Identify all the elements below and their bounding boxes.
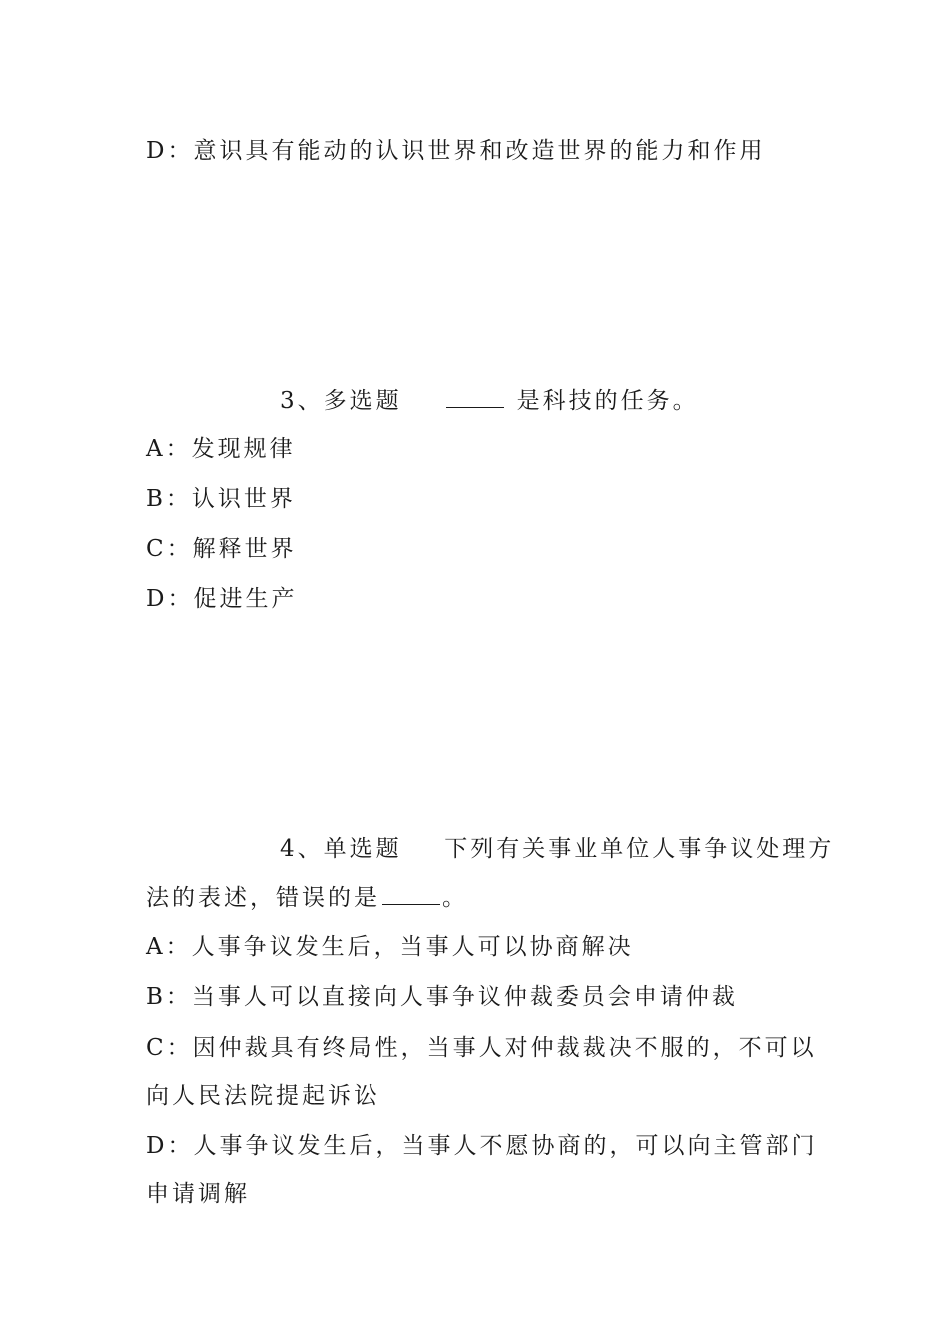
q4-option-a: A：人事争议发生后，当事人可以协商解决	[146, 934, 634, 960]
q3-option-c: C：解释世界	[146, 536, 297, 562]
q3-stem: 是科技的任务。	[516, 388, 699, 414]
q4-option-c-line2: 向人民法院提起诉讼	[146, 1083, 380, 1109]
q4-option-d-line2: 申请调解	[146, 1181, 250, 1207]
q2-option-d: D：意识具有能动的认识世界和改造世界的能力和作用	[146, 138, 766, 164]
q4-option-b: B：当事人可以直接向人事争议仲裁委员会申请仲裁	[146, 984, 738, 1010]
q3-option-d: D：促进生产	[146, 586, 298, 612]
q4-option-d-line1: D：人事争议发生后，当事人不愿协商的，可以向主管部门	[146, 1133, 818, 1159]
q4-stem-line2-end: 。	[442, 885, 468, 911]
q4-stem-line2-text: 法的表述，错误的是	[146, 885, 380, 911]
q4-option-c-line1: C：因仲裁具有终局性，当事人对仲裁裁决不服的，不可以	[146, 1035, 817, 1061]
q4-stem-line1: 下列有关事业单位人事争议处理方	[444, 836, 835, 862]
q4-header	[280, 834, 834, 864]
q3-answer-blank	[446, 385, 504, 408]
q4-number: 4、单选题	[280, 836, 402, 862]
q3-header	[280, 385, 699, 416]
q3-option-b: B：认识世界	[146, 486, 296, 512]
q4-answer-blank	[382, 882, 440, 905]
q3-number: 3、多选题	[280, 388, 402, 414]
q4-stem-line2	[146, 882, 468, 913]
q3-option-a: A：发现规律	[146, 436, 296, 462]
